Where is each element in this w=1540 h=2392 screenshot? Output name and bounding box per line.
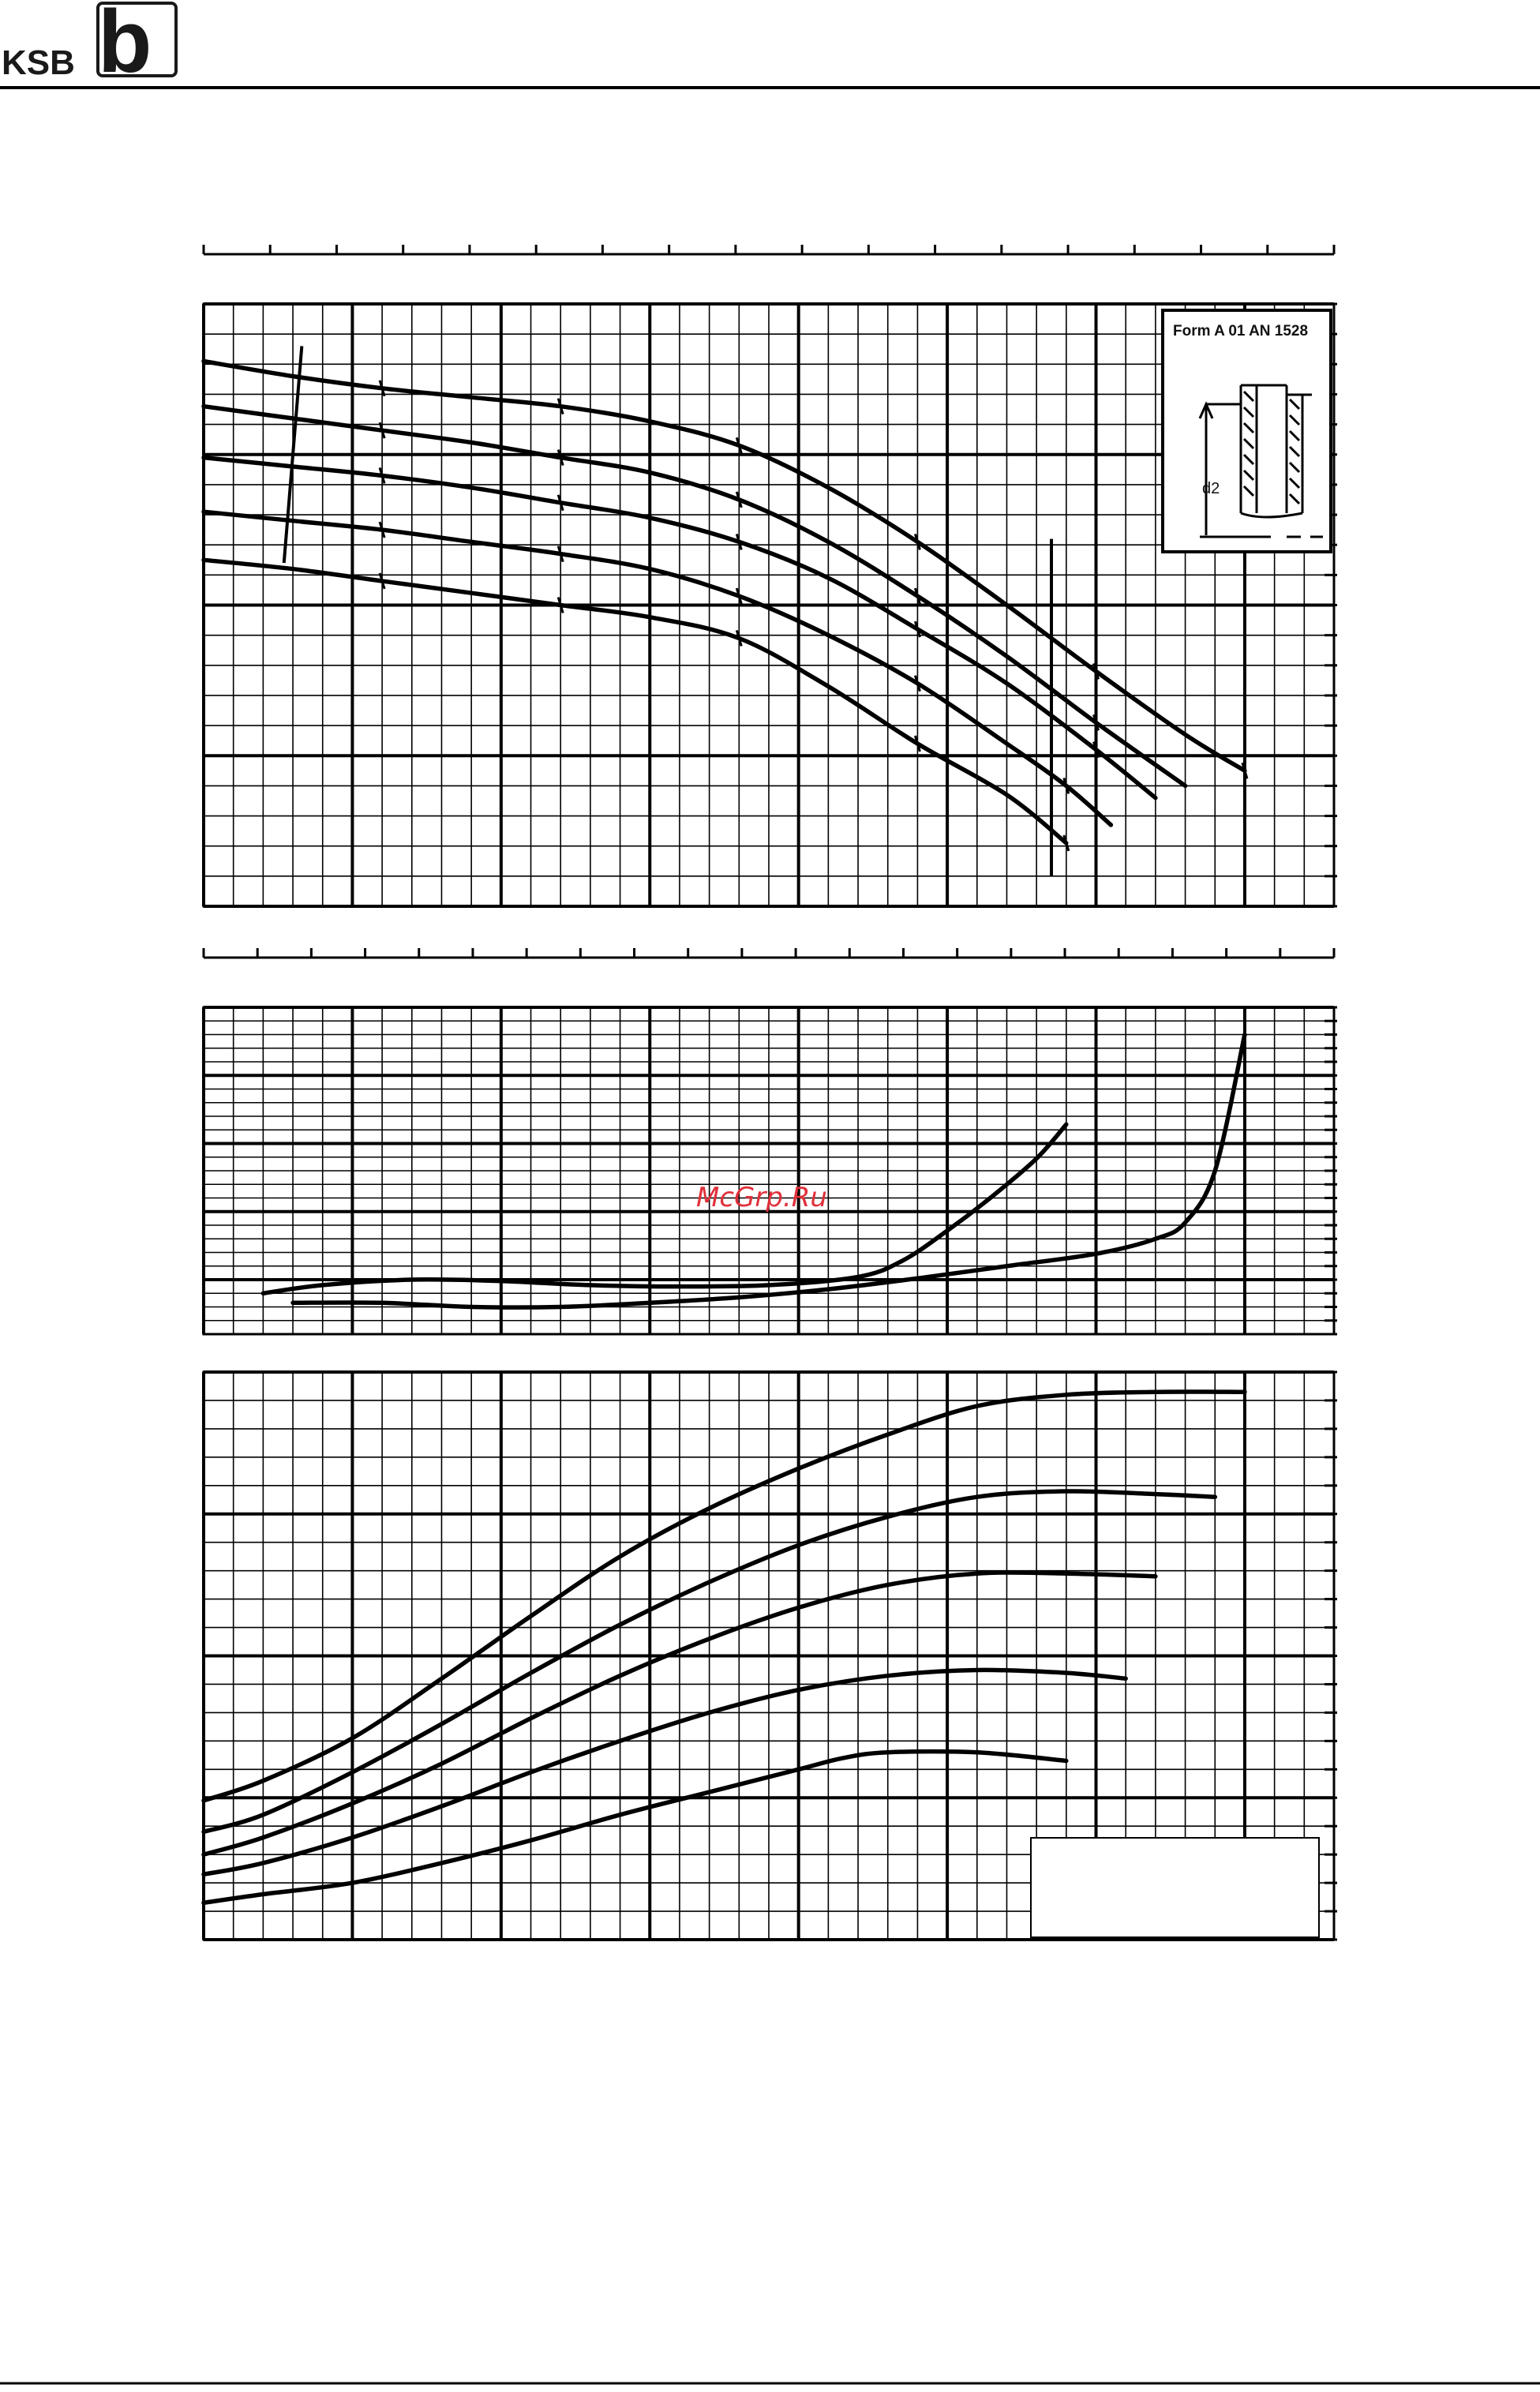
logo-text: KSB — [2, 43, 75, 82]
impeller-inset — [1163, 310, 1331, 552]
npsh-panel — [204, 1007, 1337, 1334]
watermark: McGrp.Ru — [696, 1182, 827, 1213]
inset-dimension-label: d2 — [1202, 480, 1220, 497]
middle-scale-strip — [204, 948, 1334, 958]
inset-title: Form A 01 AN 1528 — [1173, 323, 1309, 339]
brand-logo — [2, 0, 176, 91]
logo-mark: b — [98, 0, 152, 91]
top-scale-strip — [204, 245, 1334, 254]
legend-box — [1031, 1838, 1319, 1937]
